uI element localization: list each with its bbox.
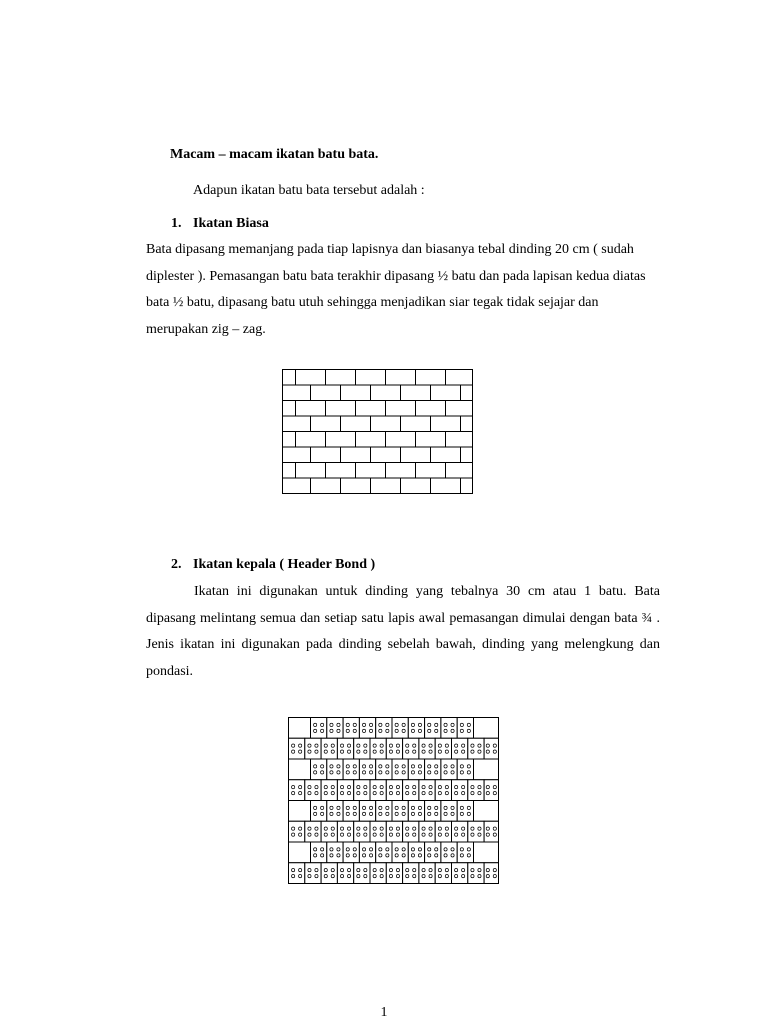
brick	[461, 478, 473, 494]
header-brick	[457, 759, 473, 780]
brick	[311, 447, 341, 463]
header-brick	[376, 759, 392, 780]
header-brick	[484, 780, 498, 801]
brick	[283, 463, 296, 479]
header-brick	[468, 780, 484, 801]
brick	[283, 416, 311, 432]
brick	[371, 385, 401, 401]
header-brick	[305, 821, 321, 842]
header-brick	[452, 863, 468, 884]
brick	[461, 416, 473, 432]
brick	[356, 401, 386, 417]
header-brick	[354, 738, 370, 759]
header-brick	[435, 738, 451, 759]
header-brick	[474, 718, 499, 739]
brick	[283, 447, 311, 463]
header-brick	[327, 842, 343, 863]
brick	[416, 432, 446, 448]
header-brick	[474, 842, 499, 863]
header-brick	[484, 738, 498, 759]
section1-number: 1.	[171, 216, 182, 231]
header-brick	[289, 759, 311, 780]
brick	[283, 385, 311, 401]
header-brick	[468, 738, 484, 759]
header-brick	[311, 759, 327, 780]
header-brick	[403, 738, 419, 759]
brick	[283, 478, 311, 494]
header-brick	[386, 738, 402, 759]
brick	[431, 416, 461, 432]
header-brick	[305, 738, 321, 759]
brick	[356, 463, 386, 479]
brick	[386, 370, 416, 386]
header-brick	[370, 821, 386, 842]
header-brick	[484, 863, 498, 884]
header-brick	[386, 821, 402, 842]
brick	[296, 401, 326, 417]
brick	[371, 416, 401, 432]
section2-paragraph: Ikatan ini digunakan untuk dinding yang tebalnya 30 cm atau 1 batu. Bata dipasang melintang semua dan setiap satu lapis awal pemasangan dimulai dengan bata ¾ . Jenis ikatan ini digunakan pada dinding sebelah bawah, dinding yang melengkung dan pondasi.	[146, 584, 660, 679]
header-brick	[408, 801, 424, 822]
brick	[341, 447, 371, 463]
header-brick	[392, 842, 408, 863]
header-brick	[376, 718, 392, 739]
header-brick	[376, 801, 392, 822]
stretcher-bond-illustration	[282, 369, 475, 494]
header-brick	[468, 821, 484, 842]
header-brick	[425, 801, 441, 822]
header-brick	[474, 801, 499, 822]
intro-text: Adapun ikatan batu bata tersebut adalah :	[193, 183, 425, 198]
header-brick	[343, 759, 359, 780]
header-brick	[343, 842, 359, 863]
header-brick	[327, 718, 343, 739]
brick	[283, 370, 296, 386]
header-brick	[370, 863, 386, 884]
header-brick	[408, 842, 424, 863]
brick	[431, 385, 461, 401]
header-brick	[403, 780, 419, 801]
header-brick	[403, 863, 419, 884]
brick	[401, 447, 431, 463]
header-brick	[311, 801, 327, 822]
header-brick	[327, 801, 343, 822]
header-brick	[370, 780, 386, 801]
brick	[356, 370, 386, 386]
header-brick	[321, 780, 337, 801]
brick	[401, 478, 431, 494]
header-brick	[337, 863, 353, 884]
brick	[341, 385, 371, 401]
header-brick	[441, 718, 457, 739]
header-brick	[435, 863, 451, 884]
brick	[356, 432, 386, 448]
brick	[416, 463, 446, 479]
brick	[326, 401, 356, 417]
brick	[461, 385, 473, 401]
brick	[326, 432, 356, 448]
header-brick	[419, 863, 435, 884]
header-brick	[311, 842, 327, 863]
header-brick	[359, 842, 375, 863]
brick	[386, 463, 416, 479]
header-brick	[354, 780, 370, 801]
header-brick	[386, 863, 402, 884]
header-brick	[289, 821, 305, 842]
header-brick	[425, 842, 441, 863]
header-brick	[289, 801, 311, 822]
brick	[311, 385, 341, 401]
header-brick	[435, 821, 451, 842]
header-brick	[435, 780, 451, 801]
header-brick	[343, 801, 359, 822]
brick	[416, 370, 446, 386]
header-brick	[419, 780, 435, 801]
brick	[371, 447, 401, 463]
header-brick	[321, 738, 337, 759]
header-brick	[354, 863, 370, 884]
brick	[401, 385, 431, 401]
header-brick	[354, 821, 370, 842]
brick	[386, 401, 416, 417]
brick	[446, 432, 473, 448]
header-brick	[408, 759, 424, 780]
header-bond-illustration	[288, 717, 501, 885]
header-brick	[327, 759, 343, 780]
header-brick	[441, 801, 457, 822]
header-brick	[419, 738, 435, 759]
header-brick	[321, 863, 337, 884]
header-brick	[337, 821, 353, 842]
header-brick	[484, 821, 498, 842]
header-brick	[289, 738, 305, 759]
header-brick	[337, 780, 353, 801]
header-brick	[392, 759, 408, 780]
header-brick	[419, 821, 435, 842]
header-brick	[311, 718, 327, 739]
brick	[446, 370, 473, 386]
brick	[311, 416, 341, 432]
section1-title: Ikatan Biasa	[193, 216, 269, 231]
brick	[283, 432, 296, 448]
brick	[416, 401, 446, 417]
brick	[296, 432, 326, 448]
brick	[341, 416, 371, 432]
header-brick	[321, 821, 337, 842]
brick	[446, 463, 473, 479]
header-brick	[289, 863, 305, 884]
header-brick	[289, 718, 311, 739]
brick	[371, 478, 401, 494]
header-brick	[425, 759, 441, 780]
document-heading: Macam – macam ikatan batu bata.	[170, 147, 379, 162]
brick	[326, 370, 356, 386]
brick	[386, 432, 416, 448]
brick	[461, 447, 473, 463]
brick	[311, 478, 341, 494]
brick	[446, 401, 473, 417]
brick	[341, 478, 371, 494]
header-brick	[370, 738, 386, 759]
header-brick	[457, 801, 473, 822]
header-brick	[425, 718, 441, 739]
section2-number: 2.	[171, 557, 182, 572]
header-brick	[376, 842, 392, 863]
header-brick	[468, 863, 484, 884]
header-brick	[392, 718, 408, 739]
section2-title: Ikatan kepala ( Header Bond )	[193, 557, 376, 572]
header-brick	[337, 738, 353, 759]
header-brick	[441, 842, 457, 863]
brick	[296, 370, 326, 386]
header-brick	[359, 801, 375, 822]
header-brick	[441, 759, 457, 780]
header-brick	[305, 863, 321, 884]
header-brick	[452, 821, 468, 842]
brick	[401, 416, 431, 432]
brick	[431, 478, 461, 494]
brick	[296, 463, 326, 479]
brick	[326, 463, 356, 479]
brick	[283, 401, 296, 417]
header-brick	[457, 842, 473, 863]
header-brick	[452, 738, 468, 759]
brick	[431, 447, 461, 463]
header-brick	[403, 821, 419, 842]
section1-paragraph: Bata dipasang memanjang pada tiap lapisnya dan biasanya tebal dinding 20 cm ( sudah diplester ). Pemasangan batu bata terakhir dipasang ½ batu dan pada lapisan kedua diatas bata ½ batu, dipasang batu utuh sehingga menjadikan siar tegak tidak sejajar dan merupakan zig – zag.	[146, 242, 646, 337]
page-number: 1	[380, 1005, 388, 1020]
header-brick	[343, 718, 359, 739]
header-brick	[474, 759, 499, 780]
header-brick	[359, 718, 375, 739]
header-brick	[305, 780, 321, 801]
header-brick	[408, 718, 424, 739]
header-brick	[392, 801, 408, 822]
header-brick	[452, 780, 468, 801]
header-brick	[289, 780, 305, 801]
header-brick	[457, 718, 473, 739]
header-brick	[359, 759, 375, 780]
header-brick	[289, 842, 311, 863]
header-brick	[386, 780, 402, 801]
